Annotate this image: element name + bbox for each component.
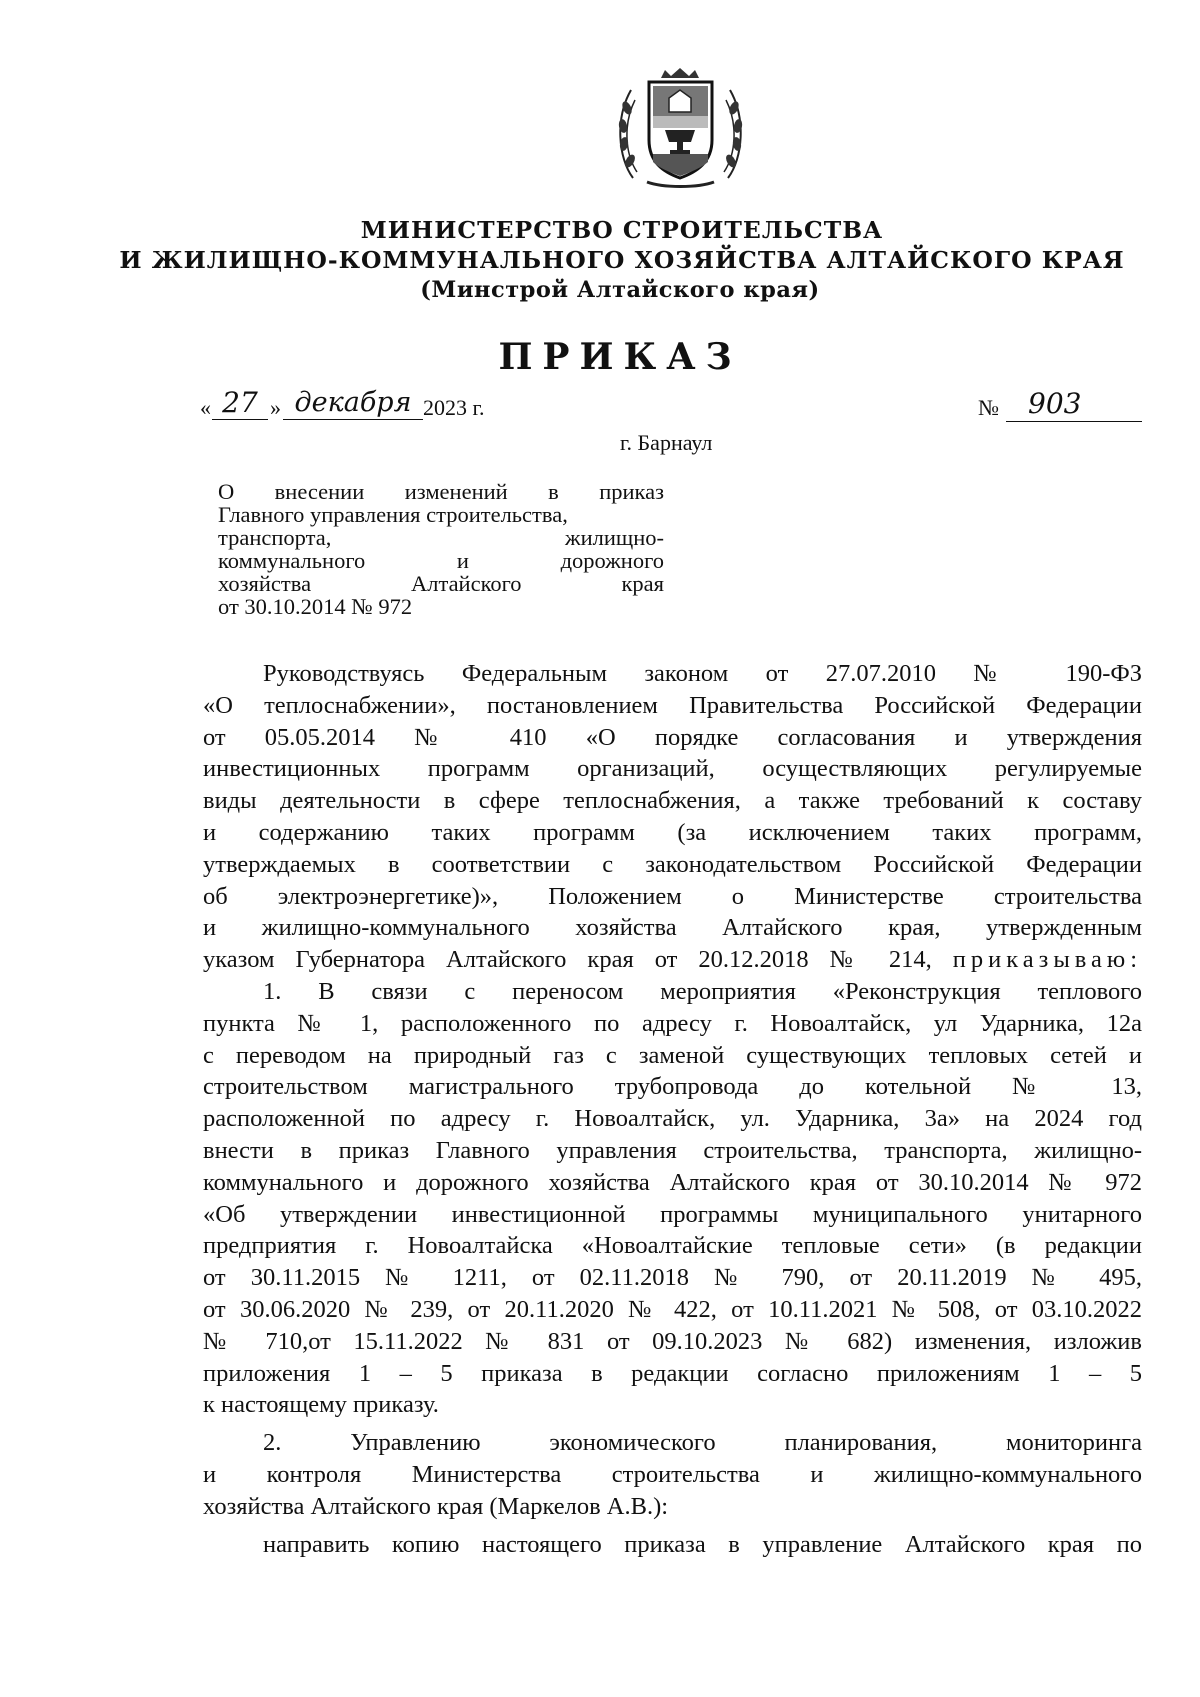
text-line: внести в приказ Главного управления строительства, транспорта, жилищно- [203, 1136, 1142, 1164]
text-line: виды деятельности в сфере теплоснабжения, а также требований к составу [203, 787, 1142, 815]
subject-line: коммунального и дорожного [218, 548, 664, 573]
altai-krai-coat-of-arms-icon [613, 68, 748, 192]
text-line: «О теплоснабжении», постановлением Правительства Российской Федерации [203, 691, 1142, 719]
number-sign: № [978, 395, 999, 420]
city: г. Барнаул [620, 430, 713, 455]
text-line: и контроля Министерства строительства и жилищно-коммунального [203, 1460, 1142, 1488]
order-subject [218, 480, 664, 618]
subject-line: О внесении изменений в приказ [218, 479, 664, 504]
text-line: 1. В связи с переносом мероприятия «Реконструкция теплового [263, 977, 1142, 1005]
text-line: и содержанию таких программ (за исключением таких программ, [203, 818, 1142, 846]
text-line: Руководствуясь Федеральным законом от 27.07.2010 № 190-ФЗ [263, 660, 1142, 687]
text-line: коммунального и дорожного хозяйства Алтайского края от 30.10.2014 № 972 [203, 1168, 1142, 1196]
date-day: 27 [212, 389, 268, 420]
text-line: утверждаемых в соответствии с законодательством Российской Федерации [203, 850, 1142, 878]
document-body [203, 658, 1142, 1560]
preamble-paragraph [203, 658, 1142, 976]
text-line: инвестиционных программ организаций, осуществляющих регулируемые [203, 755, 1142, 783]
text-line: направить копию настоящего приказа в управление Алтайского края по [263, 1530, 1142, 1558]
text-line: от 30.11.2015 № 1211, от 02.11.2018 № 790, от 20.11.2019 № 495, [203, 1264, 1142, 1292]
text-line: к настоящему приказу. [203, 1391, 439, 1419]
item-2-paragraph [203, 1427, 1142, 1522]
ministry-short-name: (Минстрой Алтайского края) [420, 277, 820, 303]
text-line: пункта № 1, расположенного по адресу г. Новоалтайск, ул Ударника, 12а [203, 1009, 1142, 1037]
item-1-paragraph [203, 976, 1142, 1421]
order-number: 903 [1006, 390, 1142, 422]
date-year: 2023 г. [423, 395, 485, 420]
ministry-name-line2: И ЖИЛИЩНО-КОММУНАЛЬНОГО ХОЗЯЙСТВА АЛТАЙСКОГО КРАЯ [119, 246, 1125, 274]
document-title: ПРИКАЗ [498, 336, 742, 378]
date-close-quote: » [270, 395, 281, 420]
item-2-subparagraph [203, 1529, 1142, 1561]
text-line: указом Губернатора Алтайского края от 20.12.2018 № 214, приказываю: [203, 946, 1143, 974]
date-month: декабря [283, 389, 423, 420]
text-line: с переводом на природный газ с заменой существующих тепловых сетей и [203, 1041, 1142, 1069]
text-line: хозяйства Алтайского края (Маркелов А.В.): [203, 1492, 669, 1520]
text-line: № 710,от 15.11.2022 № 831 от 09.10.2023 № 682) изменения, изложив [203, 1327, 1142, 1355]
text-line: «Об утверждении инвестиционной программы муниципального унитарного [203, 1200, 1142, 1228]
text-line: приложения 1 – 5 приказа в редакции согласно приложениям 1 – 5 [203, 1359, 1142, 1387]
subject-line: Главного управления строительства, [218, 502, 568, 527]
text-line: 2. Управлению экономического планирования, мониторинга [263, 1429, 1142, 1457]
subject-line: транспорта, жилищно- [218, 525, 664, 550]
text-line: об электроэнергетике)», Положением о Министерстве строительства [203, 882, 1142, 910]
text-line: от 30.06.2020 № 239, от 20.11.2020 № 422, от 10.11.2021 № 508, от 03.10.2022 [203, 1295, 1142, 1323]
subject-line: хозяйства Алтайского края [218, 571, 664, 596]
text-line: предприятия г. Новоалтайска «Новоалтайские тепловые сети» (в редакции [203, 1232, 1142, 1260]
date-open-quote: « [200, 395, 211, 420]
text-line: от 05.05.2014 № 410 «О порядке согласования и утверждения [203, 723, 1142, 751]
order-verb: приказываю: [952, 946, 1143, 974]
text-line: и жилищно-коммунального хозяйства Алтайского края, утвержденным [203, 914, 1142, 942]
ministry-name-line1: МИНИСТЕРСТВО СТРОИТЕЛЬСТВА [360, 216, 884, 244]
text-line: расположенной по адресу г. Новоалтайск, ул. Ударника, 3а» на 2024 год [203, 1105, 1142, 1133]
text-line: строительством магистрального трубопровода до котельной № 13, [203, 1073, 1142, 1101]
subject-line: от 30.10.2014 № 972 [218, 594, 413, 619]
